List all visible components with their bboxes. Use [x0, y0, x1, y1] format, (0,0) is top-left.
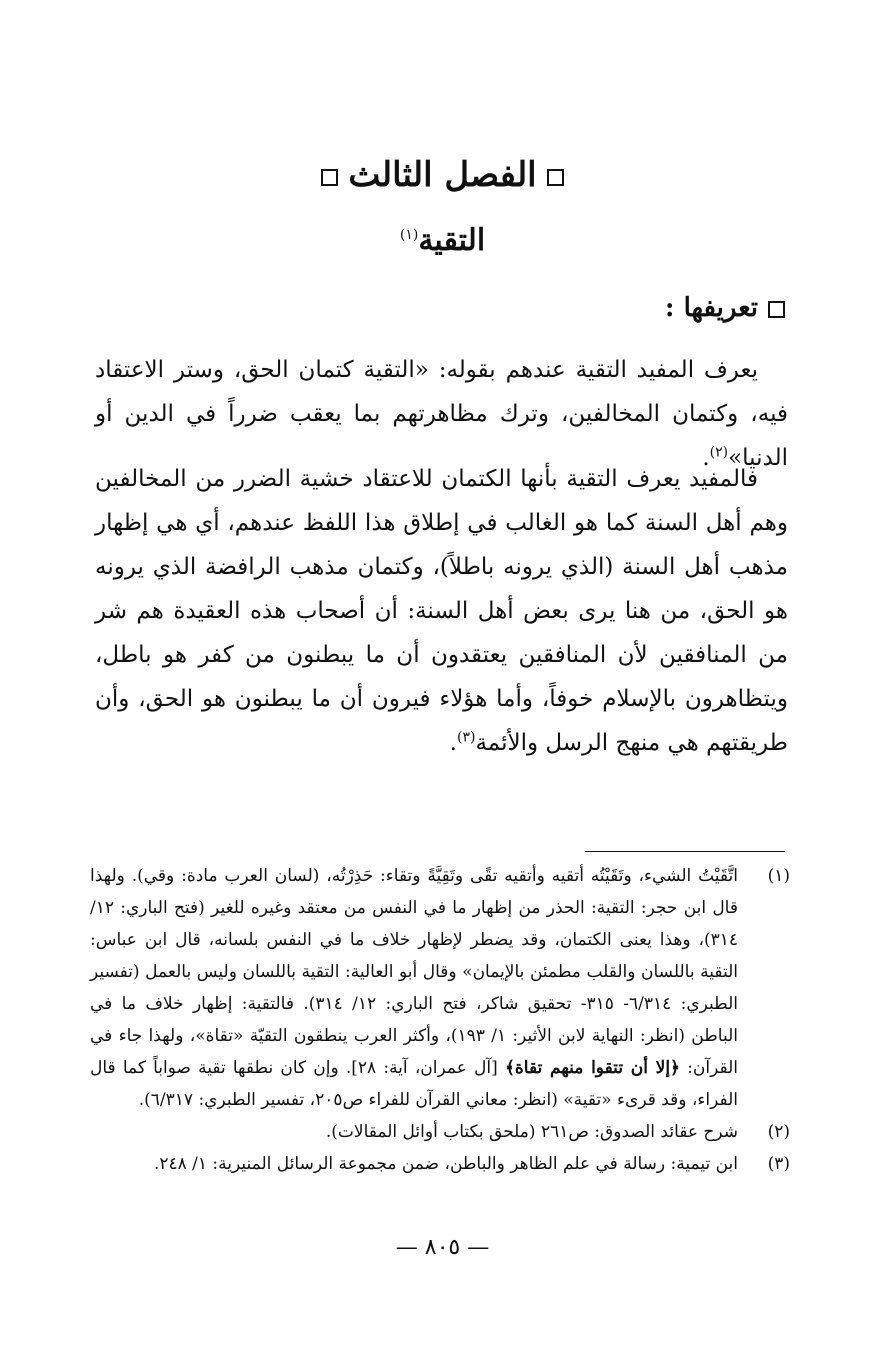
footnote-ref: (٢): [709, 444, 729, 461]
paragraph-text: فالمفيد يعرف التقية بأنها الكتمان للاعتقاد خشية الضرر من المخالفين وهم أهل السنة كما هو الغالب في إطلاق هذا اللفظ عندهم، أي هي إظهار مذهب أهل السنة (الذي يرونه باطلاً)، وكتمان مذهب الرافضة الذي يرونه هو الحق، من هنا يرى بعض أهل السنة: أن أصحاب هذه العقيدة هم شر من المنافقين لأن المنافقين يعتقدون أن ما يبطنون من كفر هو باطل، ويتظاهرون بالإسلام خوفاً، وأما هؤلاء فيرون أن ما يبطنون هو الحق، وأن طريقتهم هي منهج الرسل والأئمة: [95, 466, 788, 756]
square-ornament-icon: [768, 301, 785, 318]
footnote-text: ابن تيمية: رسالة في علم الظاهر والباطن، ضمن مجموعة الرسائل المنيرية: ١/ ٢٤٨.: [153, 1154, 738, 1174]
chapter-title: الفصل الثالث: [348, 155, 537, 195]
footnote-number: (٢): [767, 1122, 790, 1142]
footnote-number: (١): [767, 866, 790, 886]
paragraph-end: .: [702, 445, 710, 471]
square-ornament-icon: [321, 169, 338, 186]
paragraph-text: يعرف المفيد التقية عندهم بقوله: «التقية كتمان الحق، وستر الاعتقاد فيه، وكتمان المخالفين، وترك مظاهرتهم بما يعقب ضرراً في الدين أو الدنيا»: [95, 357, 788, 471]
chapter-heading: [0, 150, 885, 200]
footnote: [90, 860, 790, 1116]
footnote-ref: (٣): [456, 729, 476, 746]
footnote: [90, 1148, 790, 1180]
footnotes: [90, 860, 790, 1180]
page-number: — ٨٠٥ —: [395, 1235, 490, 1260]
section-heading: [0, 216, 885, 266]
square-ornament-icon: [547, 169, 564, 186]
footnote-number: (٣): [767, 1154, 790, 1174]
footnote-text: شرح عقائد الصدوق: ص٢٦١ (ملحق بكتاب أوائل المقالات).: [325, 1122, 738, 1142]
footnote-text: [آل عمران، آية: ٢٨]. وإن كان نطقها تقية صواباً كما قال الفراء، وقد قرىء «تقية» (انظر: معاني القرآن للفراء ص٢٠٥، تفسير الطبري: ٦/٣١٧).: [90, 1058, 738, 1110]
subheading: [485, 286, 785, 330]
paragraph: [95, 457, 788, 765]
footnote-ref: (١): [399, 227, 419, 243]
footnote: [90, 1116, 790, 1148]
subheading-text: تعريفها :: [664, 293, 758, 323]
section-title: التقية: [418, 223, 486, 258]
paragraph-end: .: [449, 730, 457, 756]
footnote-divider: [585, 851, 785, 852]
footnote-text: اتَّقَيْتُ الشيء، وتَقَيْتُه أتقيه وأتقيه تقًى وتَقِيَّةً وتقاء: حَذِرْتُه، (لسان العرب مادة: وقي). ولهذا قال ابن حجر: التقية: الحذر من إظهار ما في النفس من معتقد وغيره للغير (فتح الباري: ١٢/ ٣١٤)، وهذا يعنى الكتمان، وقد يضطر لإظهار خلاف ما في النفس بلسانه، قال ابن عباس: التقية باللسان والقلب مطمئن بالإيمان» وقال أبو العالية: التقية باللسان وليس بالعمل (تفسير الطبري: ٦/٣١٤- ٣١٥- تحقيق شاكر، فتح الباري: ١٢/ ٣١٤). فالتقية: إظهار خلاف ما في الباطن (انظر: النهاية لابن الأثير: ١/ ١٩٣)، وأكثر العرب ينطقون التقيّة «تقاة»، ولهذا جاء في القرآن:: [90, 866, 739, 1078]
quran-quote: ﴿إلا أن تتقوا منهم تقاة﴾: [504, 1058, 681, 1078]
